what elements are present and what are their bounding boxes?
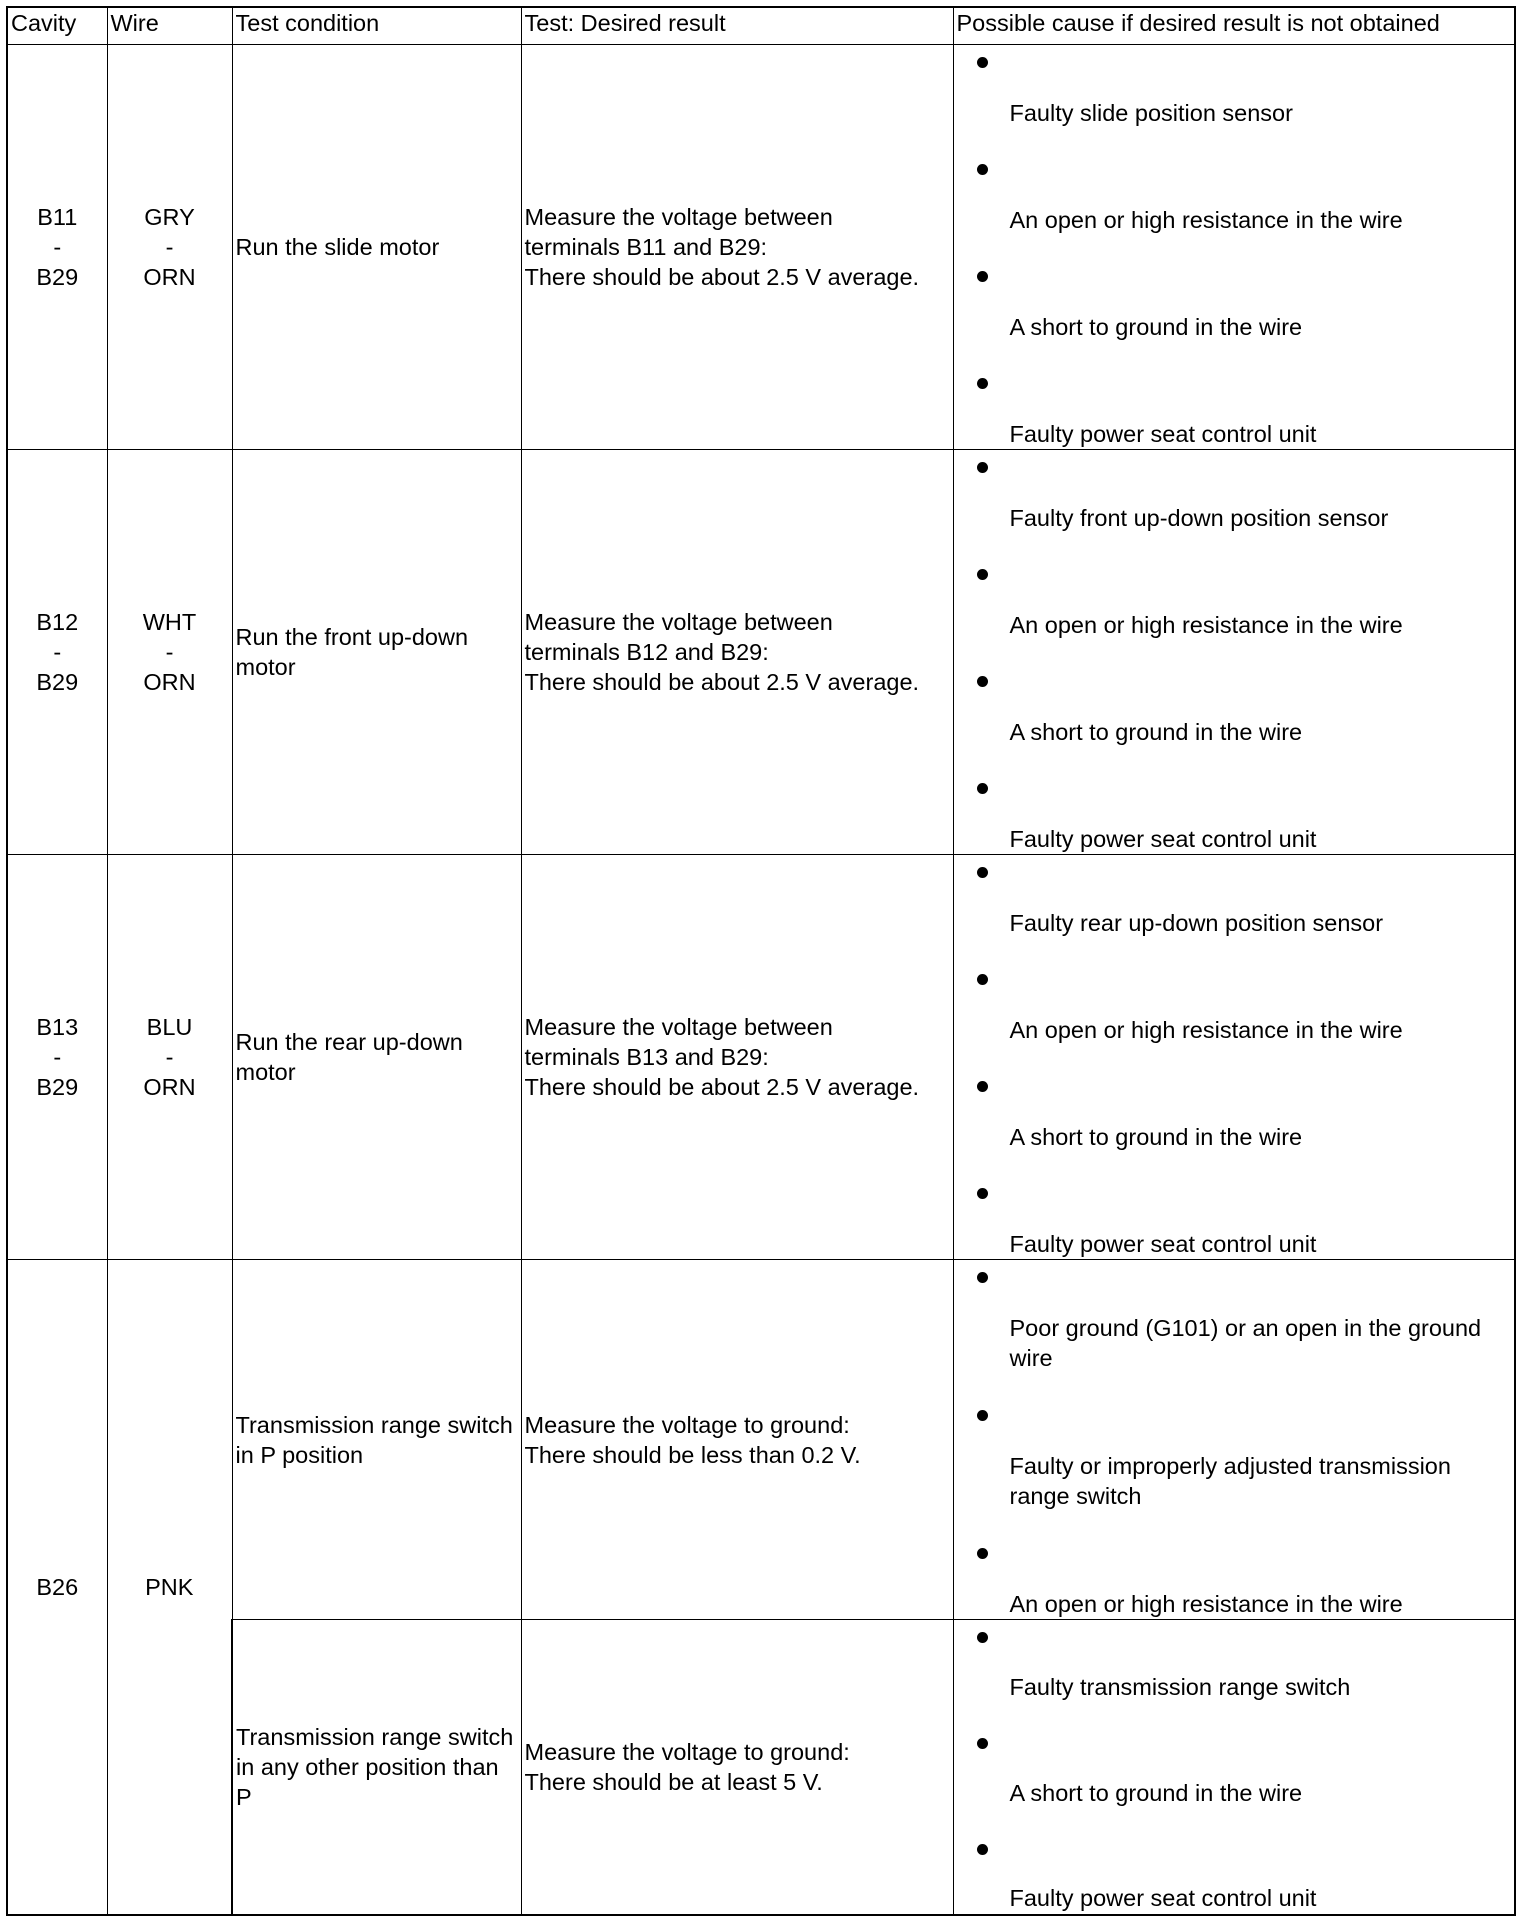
bullet-icon — [977, 271, 988, 282]
bullet-icon — [977, 569, 988, 580]
cavity-cell: B13 - B29 — [7, 855, 107, 1260]
cause-text: An open or high resistance in the wire — [1009, 611, 1403, 638]
header-row — [7, 7, 1515, 45]
bullet-icon — [977, 867, 988, 878]
bullet-icon — [977, 57, 988, 68]
bullet-icon — [977, 783, 988, 794]
cause-text: An open or high resistance in the wire — [1009, 206, 1403, 233]
wire-cell: PNK — [107, 1260, 232, 1915]
bullet-icon — [977, 1844, 988, 1855]
possible-cause-cell — [953, 855, 1515, 1260]
cause-text: Faulty slide position sensor — [1009, 99, 1293, 126]
bullet-icon — [977, 1738, 988, 1749]
table-row — [7, 45, 1515, 450]
header-desired-result: Test: Desired result — [521, 7, 953, 45]
cause-text: Faulty front up-down position sensor — [1009, 504, 1389, 531]
desired-result-cell: Measure the voltage to ground: There should be less than 0.2 V. — [521, 1260, 953, 1620]
bullet-icon — [977, 164, 988, 175]
cause-text: Poor ground (G101) or an open in the ground wire — [1009, 1315, 1482, 1371]
test-condition-cell: Run the slide motor — [232, 45, 521, 450]
cause-text: An open or high resistance in the wire — [1009, 1016, 1403, 1043]
bullet-icon — [977, 462, 988, 473]
cause-text: Faulty rear up-down position sensor — [1009, 909, 1384, 936]
bullet-icon — [977, 1188, 988, 1199]
header-cavity: Cavity — [7, 7, 107, 45]
table-row — [7, 1620, 1515, 1915]
desired-result-cell: Measure the voltage between terminals B12 and B29: There should be about 2.5 V average. — [521, 450, 953, 855]
possible-cause-cell — [953, 1260, 1515, 1620]
cause-text: Faulty transmission range switch — [1009, 1673, 1351, 1700]
bullet-icon — [977, 676, 988, 687]
test-condition-cell: Transmission range switch in any other position than P — [232, 1620, 521, 1915]
diagnostic-table — [6, 6, 1516, 1916]
desired-result-cell: Measure the voltage to ground: There should be at least 5 V. — [521, 1620, 953, 1915]
cause-text: A short to ground in the wire — [1009, 313, 1303, 340]
test-condition-cell: Run the rear up-down motor — [232, 855, 521, 1260]
possible-cause-cell — [953, 45, 1515, 450]
wire-cell: BLU - ORN — [107, 855, 232, 1260]
bullet-icon — [977, 1081, 988, 1092]
cause-text: A short to ground in the wire — [1009, 1123, 1303, 1150]
wire-cell: GRY - ORN — [107, 45, 232, 450]
bullet-icon — [977, 378, 988, 389]
cause-text: Faulty or improperly adjusted transmission range switch — [1009, 1453, 1451, 1509]
header-test-condition: Test condition — [232, 7, 521, 45]
test-condition-cell: Run the front up-down motor — [232, 450, 521, 855]
header-wire: Wire — [107, 7, 232, 45]
possible-cause-cell — [953, 450, 1515, 855]
cavity-cell: B12 - B29 — [7, 450, 107, 855]
test-condition-cell: Transmission range switch in P position — [232, 1260, 521, 1620]
table-row — [7, 1260, 1515, 1620]
cause-text: Faulty power seat control unit — [1009, 825, 1317, 852]
cause-text: Faulty power seat control unit — [1009, 1230, 1317, 1257]
desired-result-cell: Measure the voltage between terminals B13 and B29: There should be about 2.5 V average. — [521, 855, 953, 1260]
bullet-icon — [977, 1410, 988, 1421]
cavity-cell: B11 - B29 — [7, 45, 107, 450]
cause-text: A short to ground in the wire — [1009, 718, 1303, 745]
bullet-icon — [977, 974, 988, 985]
cavity-cell: B26 — [7, 1260, 107, 1915]
cause-text: A short to ground in the wire — [1009, 1779, 1303, 1806]
bullet-icon — [977, 1548, 988, 1559]
possible-cause-cell — [953, 1620, 1515, 1915]
cause-text: Faulty power seat control unit — [1009, 420, 1317, 447]
cause-text: Faulty power seat control unit — [1009, 1885, 1317, 1912]
table-row — [7, 855, 1515, 1260]
wire-cell: WHT - ORN — [107, 450, 232, 855]
bullet-icon — [977, 1632, 988, 1643]
desired-result-cell: Measure the voltage between terminals B11 and B29: There should be about 2.5 V average. — [521, 45, 953, 450]
table-row — [7, 450, 1515, 855]
header-possible-cause: Possible cause if desired result is not obtained — [953, 7, 1515, 45]
cause-text: An open or high resistance in the wire — [1009, 1591, 1403, 1617]
bullet-icon — [977, 1272, 988, 1283]
